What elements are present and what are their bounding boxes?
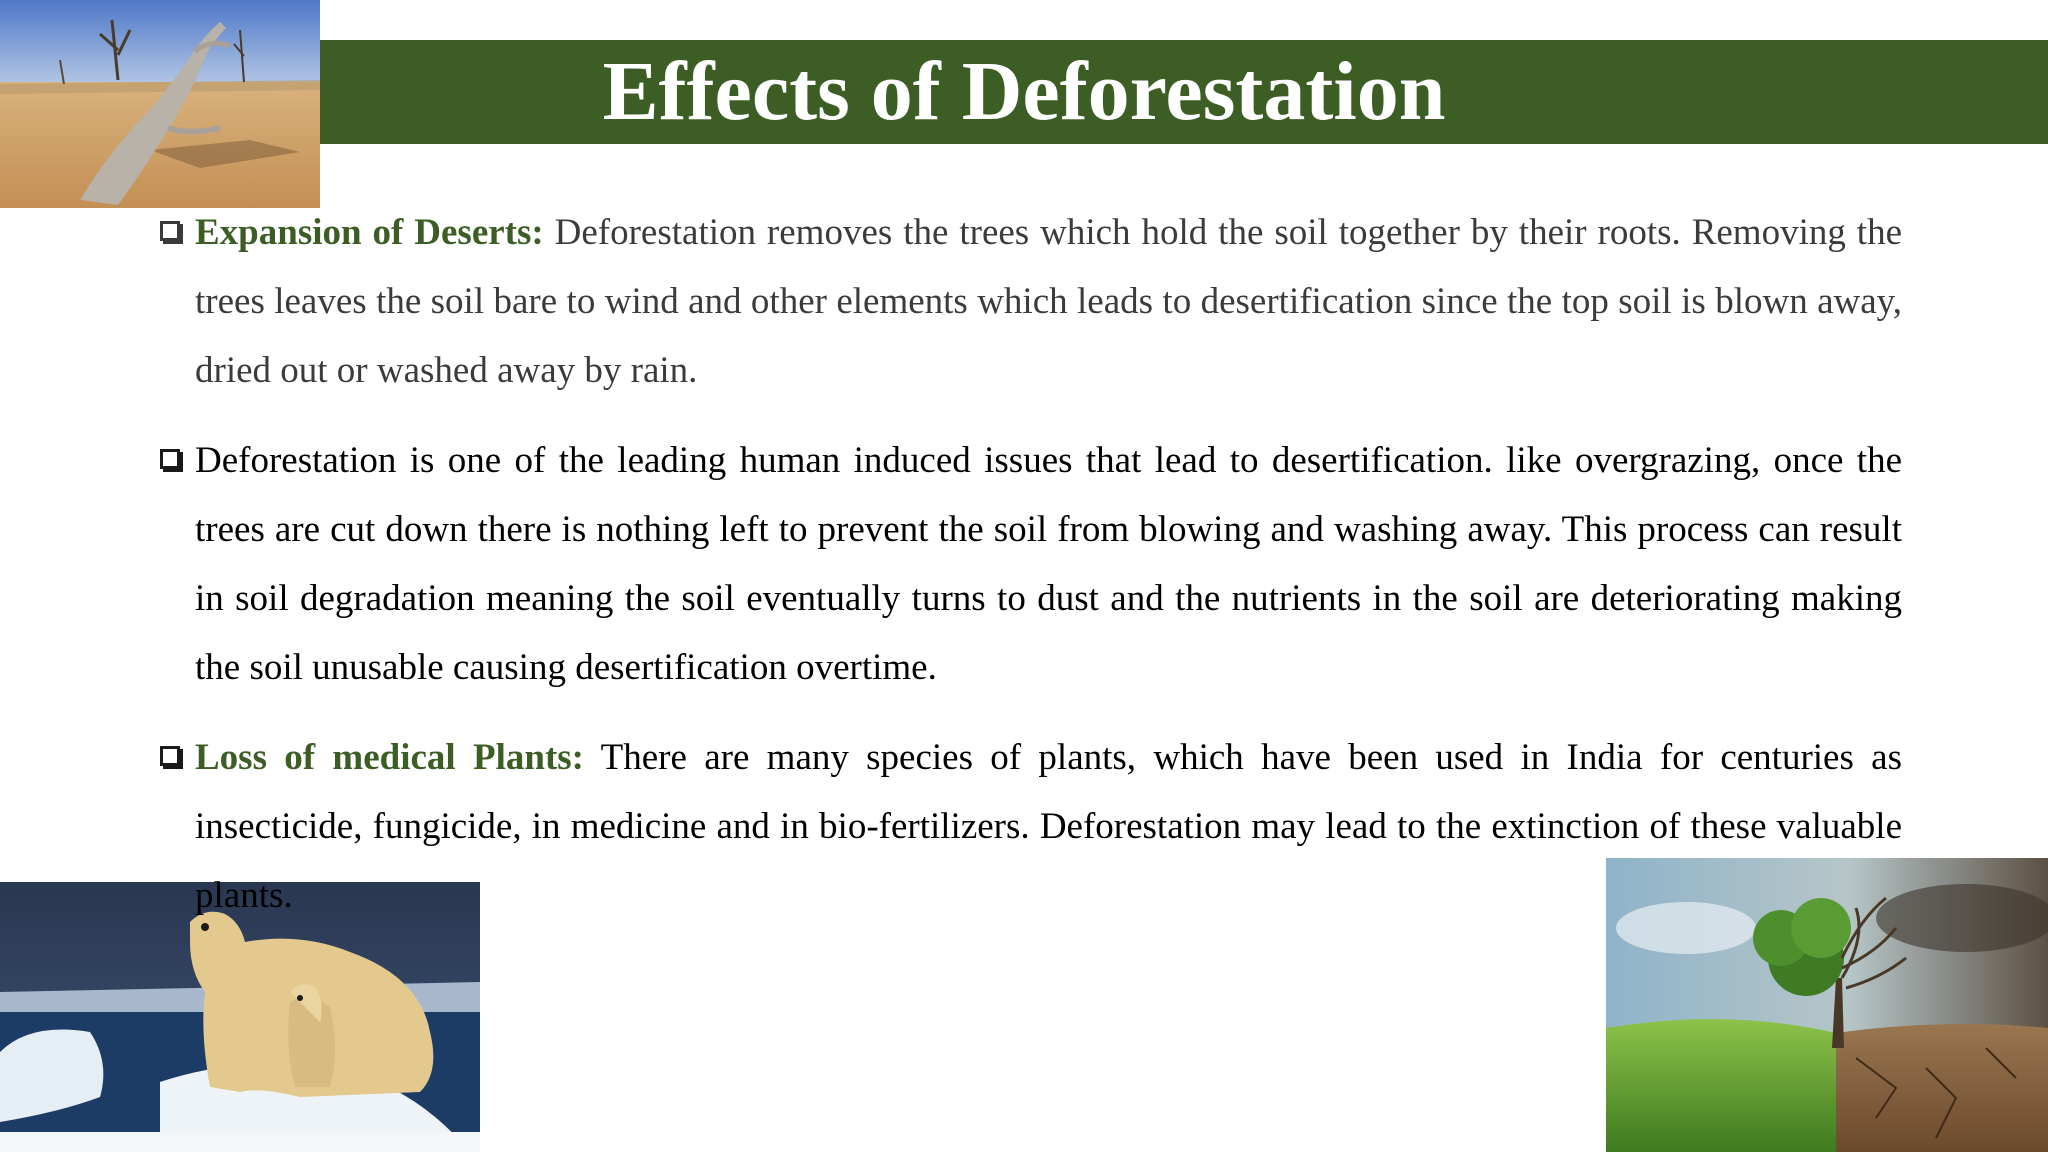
bullet-text: Deforestation removes the trees which hold the soil together by their roots. Removing the trees leaves the soil bare to wind and other elements which leads to desertification since the top soil is blown away, dried out or washed away by rain. [195, 212, 1902, 391]
bullet-text: Deforestation is one of the leading human induced issues that lead to desertification. like overgrazing, once the trees are cut down there is nothing left to prevent the soil from blowing and washing away. This process can result in soil degradation meaning the soil eventually turns to dust and the nutrients in the soil are deteriorating making the soil unusable causing desertification overtime. [195, 440, 1902, 688]
bullet-list [158, 198, 1902, 951]
bullet-desertification [158, 426, 1902, 702]
slide-title: Effects of Deforestation [602, 45, 1446, 138]
bullet-lead: Expansion of Deserts: [195, 212, 544, 253]
checkbox-square-icon [160, 221, 180, 241]
checkbox-square-icon [160, 746, 180, 766]
bullet-text: There are many species of plants, which have been used in India for centuries as insecticide, fungicide, in medicine and in bio-fertilizers. Deforestation may lead to the extinction of these valuable plants. [195, 737, 1902, 916]
checkbox-square-icon [160, 449, 180, 469]
dead-tree-desert-image [0, 0, 320, 208]
bullet-expansion-of-deserts [158, 198, 1902, 405]
bullet-lead: Loss of medical Plants: [195, 737, 584, 778]
bullet-loss-of-medical-plants [158, 723, 1902, 930]
